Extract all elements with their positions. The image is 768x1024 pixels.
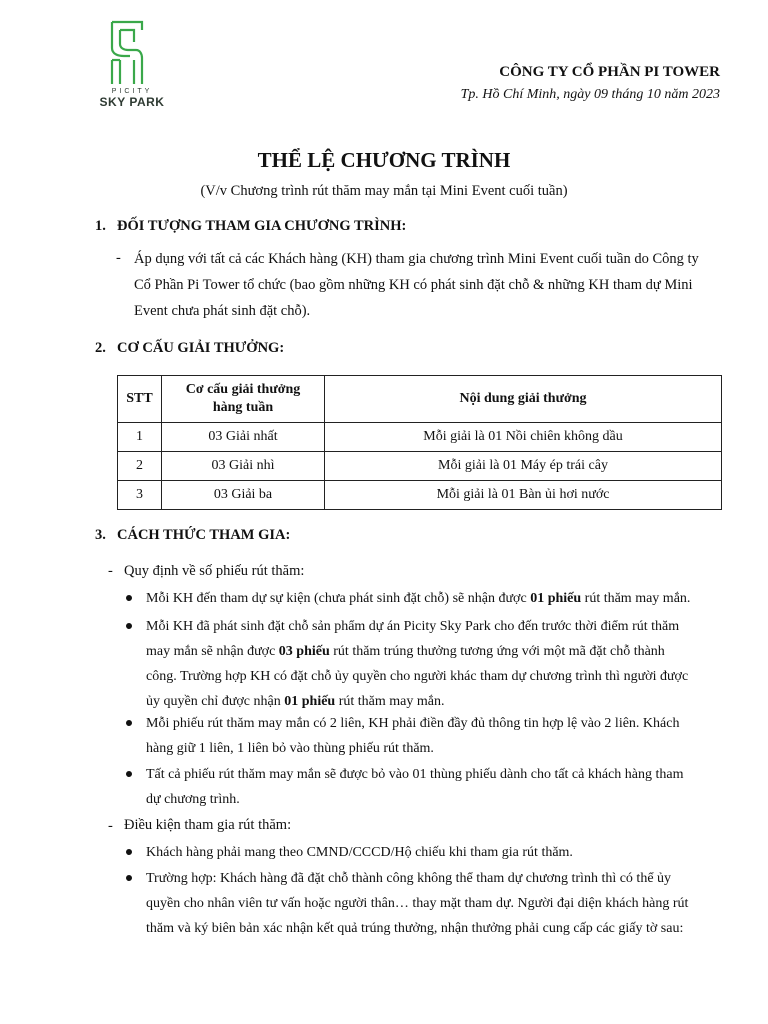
text: rút thăm may mắn. <box>581 591 691 606</box>
section-2-heading <box>95 340 284 357</box>
bullet-line: Trường hợp: Khách hàng đã đặt chỗ thành công không thể tham dự chương trình thì có thể ủy <box>146 871 672 886</box>
dash-marker: - <box>116 250 121 266</box>
company-logo <box>96 20 166 109</box>
list-item <box>146 840 736 865</box>
bullet-line: hàng giữ 1 liên, 1 liên bỏ vào thùng phiếu rút thăm. <box>146 741 434 756</box>
bullet-line: Mỗi phiếu rút thăm may mắn có 2 liên, KH phải điền đầy đủ thông tin hợp lệ vào 2 liên. Khách <box>146 716 680 731</box>
list-item <box>146 711 736 761</box>
table-row <box>118 423 722 452</box>
list-item <box>146 614 736 714</box>
dash-marker: - <box>108 563 113 579</box>
section-title: ĐỐI TƯỢNG THAM GIA CHƯƠNG TRÌNH: <box>117 218 407 234</box>
table-cell: 1 <box>118 423 162 452</box>
section-number: 2. <box>95 340 106 356</box>
header-line: Cơ cấu giải thưởng <box>185 382 301 397</box>
table-cell: Mỗi giải là 01 Bàn ủi hơi nước <box>325 481 722 510</box>
body-line: Cổ Phần Pi Tower tổ chức (bao gồm những KH có phát sinh đặt chỗ & những KH tham dự Mini <box>134 277 693 293</box>
list-item <box>146 762 736 812</box>
list-item <box>146 866 736 941</box>
bullet-icon <box>126 875 132 881</box>
table-header-content: Nội dung giải thưởng <box>325 376 722 423</box>
table-cell: 2 <box>118 452 162 481</box>
table-row <box>118 452 722 481</box>
section-title: CƠ CẤU GIẢI THƯỞNG: <box>117 340 285 356</box>
bullet-line: thăm và ký biên bản xác nhận kết quả trúng thưởng, nhận thưởng phải cung cấp các giấy tờ sau: <box>146 921 684 936</box>
table-cell: 3 <box>118 481 162 510</box>
bullet-line: quyền cho nhân viên tư vấn hoặc người thân… thay mặt tham dự. Người đại diện khách hàng rút <box>146 896 689 911</box>
table-cell: Mỗi giải là 01 Nồi chiên không dầu <box>325 423 722 452</box>
bullet-icon <box>126 623 132 629</box>
bullet-icon <box>126 771 132 777</box>
bullet-line: dự chương trình. <box>146 792 240 807</box>
text: rút thăm trúng thưởng tương ứng với một mã đặt chỗ thành <box>329 644 665 659</box>
bullet-line: công. Trường hợp KH có đặt chỗ ủy quyền cho người khác tham dự chương trình thì người được <box>146 669 689 684</box>
document-title: THỂ LỆ CHƯƠNG TRÌNH <box>257 148 511 172</box>
section-1-body <box>134 246 734 324</box>
text: Mỗi KH đến tham dự sự kiện (chưa phát sinh đặt chỗ) sẽ nhận được <box>146 591 531 606</box>
bullet-line: Khách hàng phải mang theo CMND/CCCD/Hộ chiếu khi tham gia rút thăm. <box>146 845 573 860</box>
bold-text: 03 phiếu <box>278 644 330 659</box>
bullet-icon <box>126 849 132 855</box>
subheading-conditions: Điều kiện tham gia rút thăm: <box>124 817 292 833</box>
table-header-structure <box>162 376 325 423</box>
section-1-heading <box>95 218 406 235</box>
dash-marker: - <box>108 818 113 834</box>
table-cell: Mỗi giải là 01 Máy ép trái cây <box>325 452 722 481</box>
bullet-icon <box>126 720 132 726</box>
bullet-line <box>146 639 736 664</box>
table-header-stt: STT <box>118 376 162 423</box>
subheading-ticket-rules: Quy định về số phiếu rút thăm: <box>124 563 305 579</box>
bold-text: 01 phiếu <box>284 694 336 709</box>
text: rút thăm may mắn. <box>335 694 445 709</box>
list-item <box>146 586 736 611</box>
table-cell: 03 Giải nhất <box>162 423 325 452</box>
table-cell: 03 Giải ba <box>162 481 325 510</box>
document-subtitle: (V/v Chương trình rút thăm may mắn tại Mini Event cuối tuần) <box>200 183 568 199</box>
bullet-line: Mỗi KH đã phát sinh đặt chỗ sản phẩm dự án Picity Sky Park cho đến trước thời điểm rút thăm <box>146 619 680 634</box>
logo-wordmark: SKY PARK <box>99 95 165 109</box>
table-cell: 03 Giải nhì <box>162 452 325 481</box>
body-line: Event chưa phát sinh đặt chỗ). <box>134 303 311 319</box>
section-3-heading <box>95 527 290 544</box>
section-title: CÁCH THỨC THAM GIA: <box>117 527 291 543</box>
prize-table <box>117 375 722 510</box>
bold-text: 01 phiếu <box>530 591 582 606</box>
header-line: hàng tuần <box>212 400 274 415</box>
table-header-row <box>118 376 722 423</box>
section-number: 1. <box>95 218 106 234</box>
section-number: 3. <box>95 527 106 543</box>
bullet-icon <box>126 595 132 601</box>
text: may mắn sẽ nhận được <box>146 644 279 659</box>
dateline: Tp. Hồ Chí Minh, ngày 09 tháng 10 năm 2023 <box>460 87 720 102</box>
picity-logo-icon <box>110 20 144 86</box>
logo-subtext: PICITY <box>111 88 153 95</box>
table-row <box>118 481 722 510</box>
text: ủy quyền chỉ được nhận <box>146 694 285 709</box>
body-line: Áp dụng với tất cả các Khách hàng (KH) tham gia chương trình Mini Event cuối tuần do Công ty <box>134 251 699 267</box>
company-name: CÔNG TY CỔ PHẦN PI TOWER <box>499 64 720 80</box>
bullet-line: Tất cả phiếu rút thăm may mắn sẽ được bỏ vào 01 thùng phiếu dành cho tất cả khách hàng tham <box>146 767 684 782</box>
